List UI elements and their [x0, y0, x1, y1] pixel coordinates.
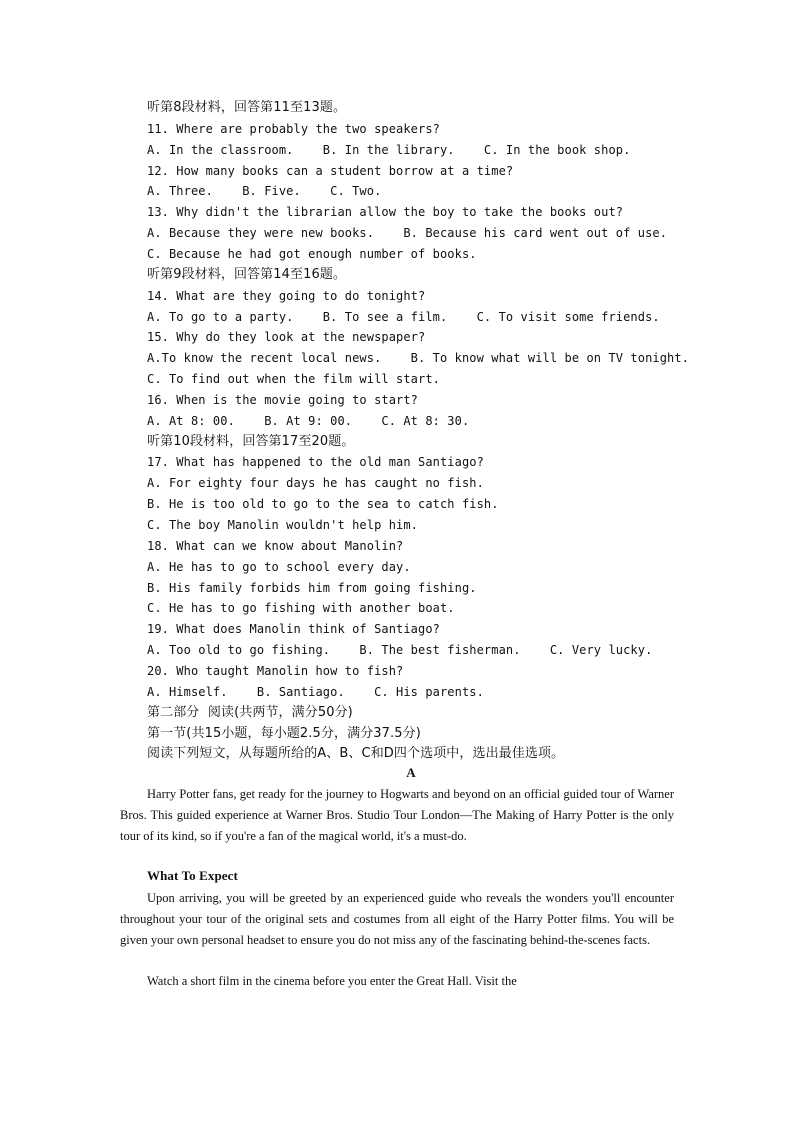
question-stem: 14. What are they going to do tonight?	[147, 288, 426, 303]
answer-options: A.To know the recent local news. B. To know what will be on TV tonight.	[147, 351, 690, 366]
section-instruction: 阅读下列短文，从每题所给的A、B、C和D四个选项中，选出最佳选项。	[147, 746, 565, 762]
question-stem: 15. Why do they look at the newspaper?	[147, 330, 426, 345]
section-instruction: 听第10段材料，回答第17至20题。	[147, 433, 355, 449]
question-stem: 19. What does Manolin think of Santiago?	[147, 622, 440, 637]
passage-letter: A	[406, 765, 416, 780]
question-stem: 16. When is the movie going to start?	[147, 392, 419, 407]
answer-options: A. Three. B. Five. C. Two.	[147, 184, 382, 199]
answer-options: A. He has to go to school every day.	[147, 559, 411, 574]
section-heading-what-to-expect: What To Expect	[147, 868, 238, 883]
answer-options: A. To go to a party. B. To see a film. C. To visit some friends.	[147, 309, 660, 324]
answer-options: B. He is too old to go to the sea to catch fish.	[147, 497, 499, 512]
question-stem: 11. Where are probably the two speakers?	[147, 121, 440, 136]
answer-options: A. For eighty four days he has caught no fish.	[147, 476, 484, 491]
passage-paragraph-2	[120, 888, 674, 951]
question-stem: 17. What has happened to the old man Santiago?	[147, 455, 484, 470]
answer-options: C. He has to go fishing with another boat.	[147, 601, 455, 616]
question-stem: 18. What can we know about Manolin?	[147, 538, 404, 553]
answer-options: C. The boy Manolin wouldn't help him.	[147, 518, 419, 532]
passage-paragraph-1-text: Harry Potter fans, get ready for the journey to Hogwarts and beyond on an official guided tour of Warner Bros. This guided experience at Warner Bros. Studio Tour London—The Making of Harry Potter is the only tour of its kind, so if you're a fan of the magical world, it's a must-do.	[120, 787, 674, 843]
section-instruction: 听第8段材料，回答第11至13题。	[147, 100, 347, 115]
question-stem: 20. Who taught Manolin how to fish?	[147, 663, 404, 678]
passage-paragraph-3	[120, 971, 674, 992]
question-stem: 12. How many books can a student borrow at a time?	[147, 163, 514, 178]
answer-options: B. His family forbids him from going fishing.	[147, 580, 477, 595]
answer-options: A. Himself. B. Santiago. C. His parents.	[147, 684, 484, 699]
answer-options: A. In the classroom. B. In the library. C. In the book shop.	[147, 142, 631, 157]
answer-options: A. Too old to go fishing. B. The best fisherman. C. Very lucky.	[147, 643, 653, 658]
section-instruction: 第一节(共15小题，每小题2.5分，满分37.5分)	[147, 725, 421, 741]
passage-paragraph-2-text: Upon arriving, you will be greeted by an experienced guide who reveals the wonders you'll encounter throughout your tour of the original sets and costumes from all eight of the Harry Potter films. You will be given your own personal headset to ensure you do not miss any of the fascinating behind-the-scenes facts.	[120, 891, 674, 947]
section-instruction: 第二部分 阅读(共两节，满分50分)	[147, 704, 353, 720]
answer-options: A. At 8: 00. B. At 9: 00. C. At 8: 30.	[147, 413, 470, 428]
passage-paragraph-3-text: Watch a short film in the cinema before you enter the Great Hall. Visit the	[147, 974, 517, 988]
answer-options: C. To find out when the film will start.	[147, 372, 440, 387]
question-stem: 13. Why didn't the librarian allow the boy to take the books out?	[147, 205, 624, 220]
answer-options: C. Because he had got enough number of books.	[147, 246, 477, 261]
passage-paragraph-1	[120, 784, 674, 847]
answer-options: A. Because they were new books. B. Because his card went out of use.	[147, 226, 668, 241]
section-instruction: 听第9段材料，回答第14至16题。	[147, 266, 347, 282]
